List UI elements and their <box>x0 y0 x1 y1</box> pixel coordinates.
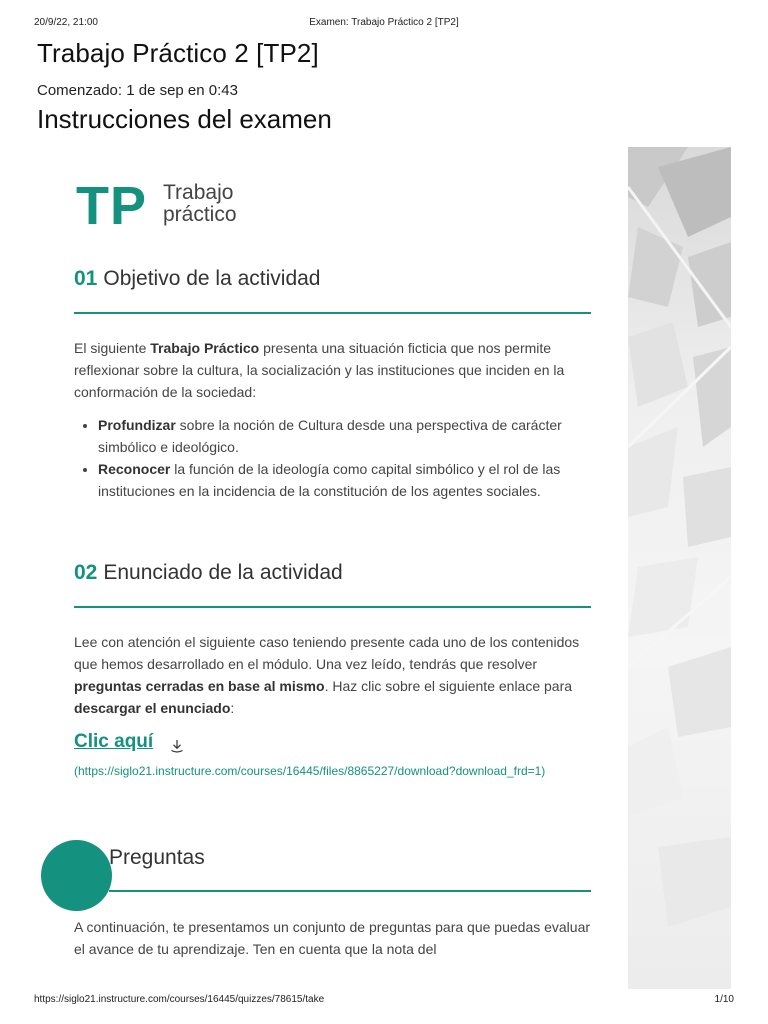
section-01-heading <box>74 267 591 291</box>
page-counter: 1/10 <box>714 994 734 1005</box>
section-01-number: 01 <box>74 267 98 290</box>
download-url[interactable]: (https://siglo21.instructure.com/courses/16445/files/8865227/download?download_frd=1) <box>74 764 546 778</box>
section-02-heading <box>74 561 591 585</box>
section-01-intro: El siguiente Trabajo Práctico presenta una situación ficticia que nos permite reflexionar sobre la cultura, la socialización y las instituciones que inciden en la conformación de la sociedad: <box>74 340 565 400</box>
architecture-photo <box>628 147 731 989</box>
section-01-title: Objetivo de la actividad <box>103 267 321 290</box>
objective-item: • Reconocer la función de la ideología como capital simbólico y el rol de las instituciones en la incidencia de la constitución de los agentes sociales. <box>98 458 618 502</box>
footer-url: https://siglo21.instructure.com/courses/16445/quizzes/78615/take <box>34 994 325 1005</box>
tp-logo-word-2: práctico <box>163 203 237 226</box>
section-03-heading <box>109 846 591 870</box>
section-02-title: Enunciado de la actividad <box>103 561 343 584</box>
print-title: Examen: Trabajo Práctico 2 [TP2] <box>309 17 459 28</box>
download-link[interactable]: Clic aquí <box>74 731 154 752</box>
instructions-heading: Instrucciones del examen <box>37 104 332 134</box>
section-03-title: Preguntas <box>109 846 205 869</box>
section-03-body: A continuación, te presentamos un conjunto de preguntas para que puedas evaluar el avance de tu aprendizaje. Ten en cuenta que la nota del <box>74 919 591 957</box>
section-02-number: 02 <box>74 561 98 584</box>
download-icon[interactable] <box>169 738 185 754</box>
print-date: 20/9/22, 21:00 <box>34 17 98 28</box>
tp-logo-mark: TP <box>76 176 148 236</box>
quiz-title: Trabajo Práctico 2 [TP2] <box>37 38 319 68</box>
decorative-side-image <box>628 147 731 989</box>
tp-logo-word-1: Trabajo <box>163 181 234 204</box>
tp-logo-words <box>163 182 237 226</box>
objective-item: • Profundizar sobre la noción de Cultura desde una perspectiva de carácter simbólico e ideológico. <box>98 414 618 458</box>
section-01-divider <box>74 312 591 314</box>
section-02-body: Lee con atención el siguiente caso teniendo presente cada uno de los contenidos que hemos desarrollado en el módulo. Una vez leído, tendrás que resolver preguntas cerradas en base al mismo. Haz clic sobre el siguiente enlace para descargar el enunciado: <box>74 634 580 716</box>
section-03-divider <box>109 890 591 892</box>
section-02-divider <box>74 606 591 608</box>
objectives-list <box>74 414 618 502</box>
section-03-number-circle <box>41 840 112 911</box>
started-timestamp: Comenzado: 1 de sep en 0:43 <box>37 82 238 99</box>
